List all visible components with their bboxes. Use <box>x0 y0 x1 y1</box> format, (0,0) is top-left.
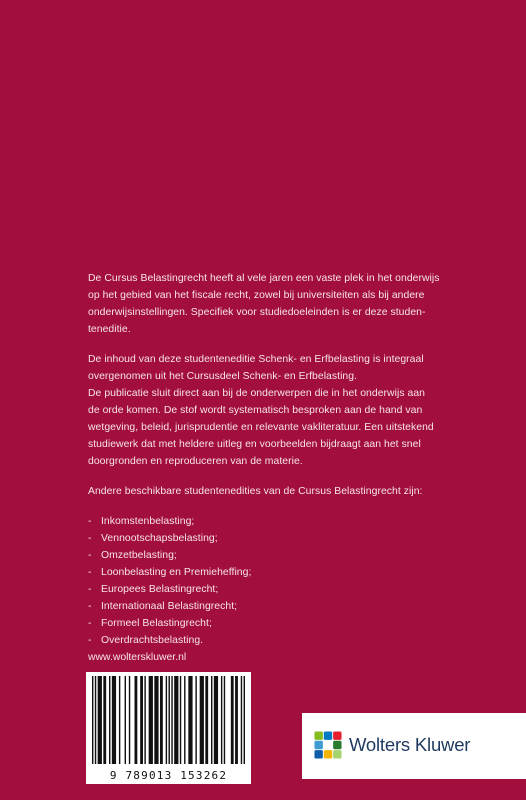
text-line: doorgronden en reproduceren van de materie. <box>88 456 303 467</box>
editions-intro <box>88 483 448 500</box>
isbn-barcode <box>86 672 251 784</box>
barcode-bar <box>144 676 145 764</box>
barcode-bar <box>221 676 222 764</box>
barcode-bar <box>174 676 178 764</box>
barcode-bar <box>160 676 163 764</box>
logo-square <box>333 741 341 749</box>
barcode-bar <box>169 676 170 764</box>
barcode-bar <box>214 676 218 764</box>
text-line: Andere beschikbare studentenedities van de Cursus Belastingrecht zijn: <box>88 486 423 497</box>
logo-square <box>314 741 322 749</box>
logo-square <box>314 731 322 739</box>
barcode-bar <box>166 676 167 764</box>
barcode-bar <box>98 676 102 764</box>
barcode-bar <box>92 676 93 764</box>
barcode-number: 9 789013 153262 <box>109 769 228 782</box>
barcode-bar <box>184 676 185 764</box>
barcode-bar <box>103 676 106 764</box>
logo-square <box>333 731 341 739</box>
logo-square <box>324 731 332 739</box>
text-line: De publicatie sluit direct aan bij de onderwerpen die in het onderwijs aan <box>88 388 425 399</box>
barcode-bar <box>211 676 212 764</box>
content-paragraph <box>88 351 448 470</box>
list-item: - Loonbelasting en Premieheffing; <box>88 567 252 578</box>
barcode-bars <box>86 672 251 768</box>
barcode-bar <box>180 676 181 764</box>
logo-square <box>324 741 332 749</box>
text-line: overgenomen uit het Cursusdeel Schenk- en Erfbelasting. <box>88 371 358 382</box>
barcode-bar <box>112 676 116 764</box>
publisher-logo <box>302 713 526 779</box>
list-item: - Internationaal Belastingrecht; <box>88 601 238 612</box>
logo-square <box>333 750 341 758</box>
barcode-bar <box>195 676 196 764</box>
text-line: de orde komen. De stof wordt systematisch besproken aan de hand van <box>88 405 423 416</box>
website-url: www.wolterskluwer.nl <box>88 652 187 663</box>
editions-list <box>88 513 448 649</box>
text-line: wetgeving, beleid, jurisprudentie en relevante vakliteratuur. Een uitstekend <box>88 422 434 433</box>
list-item: - Overdrachtsbelasting. <box>88 635 204 646</box>
text-line: onderwijsinstellingen. Specifiek voor studiedoeleinden is er deze studen- <box>88 307 426 318</box>
intro-paragraph <box>88 270 448 338</box>
barcode-bar <box>241 676 242 764</box>
barcode-bar <box>200 676 204 764</box>
barcode-bar <box>119 676 120 764</box>
wolters-kluwer-mark-icon <box>314 731 342 759</box>
barcode-bar <box>188 676 192 764</box>
barcode-bar <box>140 676 143 764</box>
barcode-bar <box>109 676 110 764</box>
barcode-bar <box>205 676 208 764</box>
publisher-name: Wolters Kluwer <box>349 734 471 755</box>
barcode-bar <box>129 676 130 764</box>
text-line: op het gebied van het fiscale recht, zowel bij universiteiten als bij andere <box>88 290 425 301</box>
text-line: De Cursus Belastingrecht heeft al vele jaren een vaste plek in het onderwijs <box>88 273 440 284</box>
description-text <box>88 270 448 649</box>
text-line: teneditie. <box>88 324 131 335</box>
list-item: - Inkomstenbelasting; <box>88 516 195 527</box>
barcode-bar <box>95 676 96 764</box>
barcode-bar <box>149 676 153 764</box>
logo-square <box>324 750 332 758</box>
list-item: - Europees Belastingrecht; <box>88 584 219 595</box>
list-item: - Vennootschapsbelasting; <box>88 533 218 544</box>
text-line: De inhoud van deze studenteneditie Schenk- en Erfbelasting is integraal <box>88 354 424 365</box>
barcode-bar <box>125 676 126 764</box>
barcode-bar <box>224 676 225 764</box>
barcode-bar <box>244 676 245 764</box>
list-item: - Omzetbelasting; <box>88 550 177 561</box>
barcode-bar <box>154 676 158 764</box>
barcode-bar <box>171 676 172 764</box>
barcode-bar <box>235 676 238 764</box>
text-line: studiewerk dat met heldere uitleg en voorbeelden bijdraagt aan het snel <box>88 439 421 450</box>
barcode-bar <box>231 676 234 764</box>
logo-square <box>314 750 322 758</box>
barcode-bar <box>135 676 138 764</box>
list-item: - Formeel Belastingrecht; <box>88 618 212 629</box>
